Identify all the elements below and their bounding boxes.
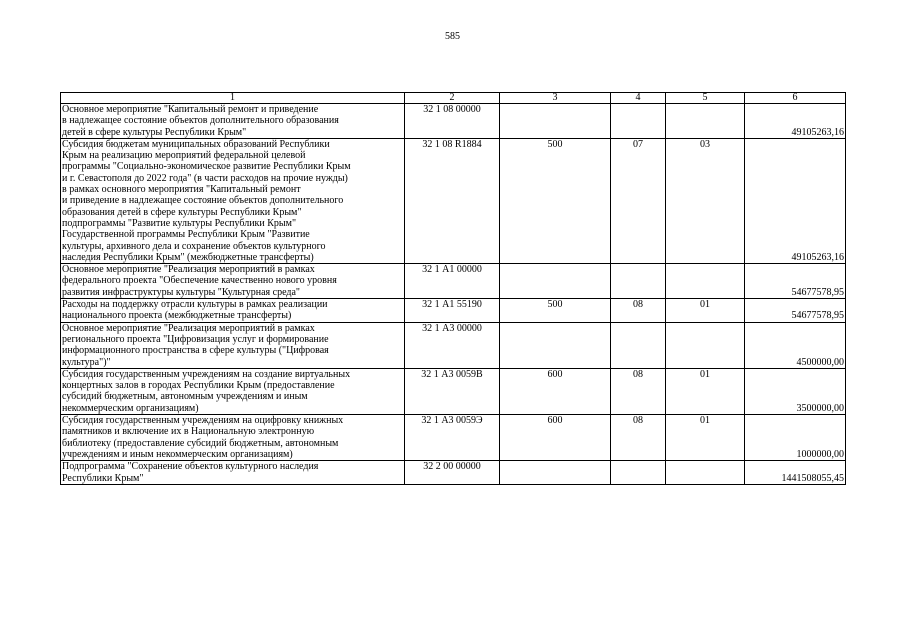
row-name-line: в надлежащее состояние объектов дополнительного образования	[62, 115, 339, 127]
row-name-line: памятников и включение их в Национальную электронную	[62, 426, 315, 438]
row-name-line: развития инфраструктуры культуры "Культурная среда"	[62, 286, 301, 298]
table-row	[61, 299, 846, 323]
row-type-cell: 600	[500, 368, 611, 414]
row-subsection-cell	[666, 322, 745, 368]
row-code-cell: 32 1 А3 00000	[405, 322, 500, 368]
row-name-line: информационного пространства в сфере культуры ("Цифровая	[62, 345, 329, 357]
row-subsection-cell: 01	[666, 299, 745, 323]
row-section-cell	[611, 322, 666, 368]
column-header-code: 2	[405, 93, 500, 104]
row-subsection-cell: 01	[666, 368, 745, 414]
row-section-cell: 08	[611, 415, 666, 461]
row-name-cell	[61, 104, 405, 139]
row-name-cell	[61, 322, 405, 368]
table-row	[61, 368, 846, 414]
row-amount-cell: 49105263,16	[745, 104, 846, 139]
row-subsection-cell: 01	[666, 415, 745, 461]
row-type-cell: 500	[500, 138, 611, 263]
row-name-cell	[61, 368, 405, 414]
row-name-line: Основное мероприятие "Реализация мероприятий в рамках	[62, 264, 315, 276]
row-code-cell: 32 1 А1 00000	[405, 264, 500, 299]
row-name-line: концертных залов в городах Республики Крым (предоставление	[62, 380, 335, 392]
row-subsection-cell: 03	[666, 138, 745, 263]
row-name-cell	[61, 415, 405, 461]
row-amount-cell: 49105263,16	[745, 138, 846, 263]
row-name-line: и приведение в надлежащее состояние объектов дополнительного	[62, 195, 344, 207]
row-subsection-cell	[666, 264, 745, 299]
row-name-line: Расходы на поддержку отрасли культуры в рамках реализации	[62, 299, 328, 311]
row-section-cell: 07	[611, 138, 666, 263]
row-code-cell: 32 1 А3 0059Э	[405, 415, 500, 461]
table-row	[61, 461, 846, 485]
row-amount-cell: 3500000,00	[745, 368, 846, 414]
page-number: 585	[445, 31, 460, 42]
column-header-amount: 6	[745, 93, 846, 104]
row-code-cell: 32 1 08 R1884	[405, 138, 500, 263]
row-name-line: Субсидия государственным учреждениям на создание виртуальных	[62, 368, 351, 380]
table-row	[61, 138, 846, 263]
table-row	[61, 322, 846, 368]
row-name-line: Подпрограмма "Сохранение объектов культурного наследия	[62, 461, 319, 473]
row-code-cell: 32 1 А1 55190	[405, 299, 500, 323]
row-subsection-cell	[666, 461, 745, 485]
row-name-line: Основное мероприятие "Реализация мероприятий в рамках	[62, 322, 315, 334]
row-section-cell	[611, 461, 666, 485]
row-name-line: наследия Республики Крым" (межбюджетные трансферты)	[62, 251, 314, 263]
row-name-line: образования детей в сфере культуры Республики Крым"	[62, 206, 302, 218]
row-name-line: детей в сфере культуры Республики Крым"	[62, 126, 247, 138]
row-code-cell: 32 2 00 00000	[405, 461, 500, 485]
row-type-cell	[500, 322, 611, 368]
row-name-cell	[61, 461, 405, 485]
row-name-line: Субсидия бюджетам муниципальных образований Республики	[62, 138, 330, 150]
row-code-cell: 32 1 А3 0059В	[405, 368, 500, 414]
row-amount-cell: 54677578,95	[745, 264, 846, 299]
row-type-cell: 600	[500, 415, 611, 461]
row-name-line: Основное мероприятие "Капитальный ремонт и приведение	[62, 104, 319, 115]
row-section-cell	[611, 264, 666, 299]
row-subsection-cell	[666, 104, 745, 139]
row-name-line: Крым на реализацию мероприятий федеральной целевой	[62, 150, 306, 162]
table-row	[61, 415, 846, 461]
row-name-line: регионального проекта "Цифровизация услуг и формирование	[62, 333, 329, 345]
row-section-cell	[611, 104, 666, 139]
row-name-line: культура")"	[62, 356, 111, 368]
row-name-line: и г. Севастополя до 2022 года" (в части расходов на прочие нужды)	[62, 172, 348, 184]
row-section-cell: 08	[611, 368, 666, 414]
row-name-line: подпрограммы "Развитие культуры Республики Крым"	[62, 217, 297, 229]
row-type-cell	[500, 461, 611, 485]
row-type-cell: 500	[500, 299, 611, 323]
row-name-line: субсидий бюджетным, автономным учреждениям и иным	[62, 391, 308, 403]
budget-table	[60, 92, 846, 485]
row-name-line: Государственной программы Республики Крым "Развитие	[62, 229, 310, 241]
row-name-line: в рамках основного мероприятия "Капитальный ремонт	[62, 184, 301, 196]
row-section-cell: 08	[611, 299, 666, 323]
column-header-section: 4	[611, 93, 666, 104]
column-header-name: 1	[61, 93, 405, 104]
column-header-subsection: 5	[666, 93, 745, 104]
row-name-cell	[61, 299, 405, 323]
row-name-line: федерального проекта "Обеспечение качественно нового уровня	[62, 275, 337, 287]
row-name-line: культуры, архивного дела и сохранение объектов культурного	[62, 240, 326, 252]
row-name-cell	[61, 138, 405, 263]
row-amount-cell: 4500000,00	[745, 322, 846, 368]
row-name-line: Субсидия государственным учреждениям на оцифровку книжных	[62, 415, 344, 427]
row-amount-cell: 1000000,00	[745, 415, 846, 461]
table-row	[61, 104, 846, 139]
row-name-line: учреждениям и иным некоммерческим организациям)	[62, 448, 293, 460]
table-header-row	[61, 93, 846, 104]
row-type-cell	[500, 104, 611, 139]
row-name-line: программы "Социально-экономическое развитие Республики Крым	[62, 161, 351, 173]
row-name-cell	[61, 264, 405, 299]
row-name-line: национального проекта (межбюджетные трансферты)	[62, 310, 292, 322]
row-name-line: библиотеку (предоставление субсидий бюджетным, автономным	[62, 437, 339, 449]
row-amount-cell: 1441508055,45	[745, 461, 846, 485]
column-header-type: 3	[500, 93, 611, 104]
row-code-cell: 32 1 08 00000	[405, 104, 500, 139]
row-name-line: некоммерческим организациям)	[62, 402, 199, 414]
row-type-cell	[500, 264, 611, 299]
row-amount-cell: 54677578,95	[745, 299, 846, 323]
row-name-line: Республики Крым"	[62, 472, 144, 484]
table-row	[61, 264, 846, 299]
